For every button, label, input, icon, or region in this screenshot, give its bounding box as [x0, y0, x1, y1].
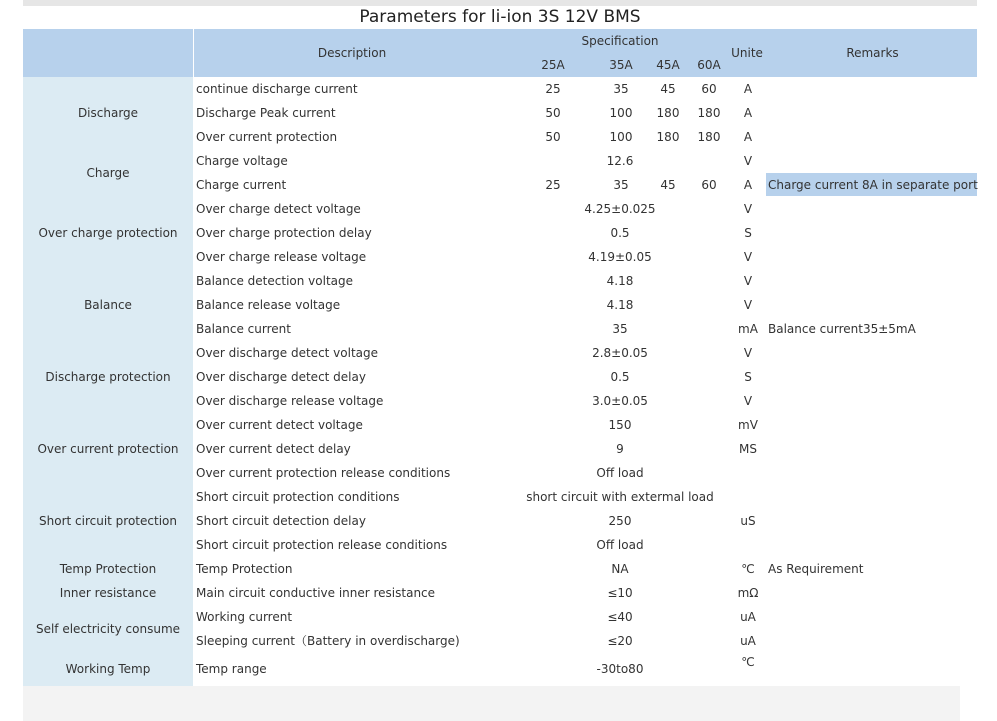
- row-unit: A: [743, 178, 753, 192]
- spec-60a: 60: [701, 178, 717, 192]
- row-description: Working current: [196, 610, 293, 624]
- spec-25a: 50: [545, 130, 561, 144]
- bottom-divider: [23, 686, 960, 721]
- row-unit: A: [743, 82, 753, 96]
- row-remark: Balance current35±5mA: [768, 322, 916, 336]
- row-spec: 35: [612, 322, 628, 336]
- row-unit: mA: [738, 322, 758, 336]
- spec-25a: 50: [545, 106, 561, 120]
- row-description: Balance release voltage: [196, 298, 341, 312]
- row-spec: 4.18: [606, 274, 634, 288]
- category-label: Discharge protection: [45, 370, 171, 384]
- row-spec: 0.5: [610, 226, 630, 240]
- row-unit: MS: [739, 442, 757, 456]
- spec-45a: 45: [660, 82, 676, 96]
- row-description: Sleeping current（Battery in overdischarge): [196, 634, 460, 648]
- row-spec: 3.0±0.05: [592, 394, 648, 408]
- top-divider: [23, 0, 977, 6]
- row-unit: V: [743, 394, 753, 408]
- row-description: Short circuit protection conditions: [196, 490, 400, 504]
- row-description: Over current protection release conditions: [196, 466, 451, 480]
- spec-45a: 180: [656, 106, 680, 120]
- header-remarks: Remarks: [846, 46, 899, 60]
- spec-35a: 100: [609, 130, 633, 144]
- category-label: Self electricity consume: [35, 622, 181, 636]
- row-unit: V: [743, 154, 753, 168]
- row-description: Over charge release voltage: [196, 250, 367, 264]
- category-label: Inner resistance: [59, 586, 157, 600]
- row-unit: S: [744, 226, 752, 240]
- row-spec: ≤10: [607, 586, 633, 600]
- row-spec: 2.8±0.05: [592, 346, 648, 360]
- spec-25a: 25: [545, 178, 561, 192]
- row-unit: mΩ: [737, 586, 759, 600]
- category-label: Discharge: [77, 106, 139, 120]
- page-title: Parameters for li-ion 3S 12V BMS: [359, 7, 641, 27]
- spec-35a: 35: [613, 178, 629, 192]
- row-unit: V: [743, 346, 753, 360]
- header-col-35a: 35A: [609, 58, 633, 72]
- row-description: Temp range: [196, 662, 267, 676]
- row-description: Over charge detect voltage: [196, 202, 361, 216]
- row-spec: ≤20: [607, 634, 633, 648]
- row-unit: uS: [740, 514, 756, 528]
- row-description: Over discharge detect delay: [196, 370, 366, 384]
- row-spec: 150: [608, 418, 632, 432]
- row-description: Over discharge release voltage: [196, 394, 384, 408]
- spec-45a: 45: [660, 178, 676, 192]
- spec-25a: 25: [545, 82, 561, 96]
- row-description: Discharge Peak current: [196, 106, 336, 120]
- spec-60a: 180: [697, 106, 721, 120]
- category-label: Over current protection: [37, 442, 179, 456]
- row-description: Short circuit protection release conditions: [196, 538, 448, 552]
- category-label: Balance: [84, 298, 132, 312]
- row-description: Main circuit conductive inner resistance: [196, 586, 436, 600]
- row-spec: ≤40: [607, 610, 633, 624]
- spec-60a: 180: [697, 130, 721, 144]
- row-spec: 9: [616, 442, 624, 456]
- row-remark: As Requirement: [768, 562, 864, 576]
- row-spec: Off load: [596, 538, 644, 552]
- row-unit: V: [743, 202, 753, 216]
- header-col-45a: 45A: [656, 58, 680, 72]
- header-specification: Specification: [581, 34, 659, 48]
- row-spec: -30to80: [596, 662, 644, 676]
- header-description: Description: [317, 46, 387, 60]
- header-col-25a: 25A: [541, 58, 565, 72]
- header-category-cell: [23, 29, 193, 77]
- category-label: Over charge protection: [38, 226, 178, 240]
- row-description: Over current protection: [196, 130, 338, 144]
- row-unit: ℃: [741, 655, 755, 669]
- spec-60a: 60: [701, 82, 717, 96]
- row-spec: 250: [608, 514, 632, 528]
- row-description: Balance current: [196, 322, 291, 336]
- row-description: Over current detect voltage: [196, 418, 363, 432]
- row-spec: Off load: [596, 466, 644, 480]
- category-label: Temp Protection: [59, 562, 157, 576]
- row-unit: ℃: [741, 562, 755, 576]
- row-spec: 4.25±0.025: [584, 202, 656, 216]
- row-spec: 0.5: [610, 370, 630, 384]
- row-unit: A: [743, 106, 753, 120]
- row-spec: 12.6: [606, 154, 634, 168]
- spec-45a: 180: [656, 130, 680, 144]
- row-unit: V: [743, 274, 753, 288]
- row-spec: 4.19±0.05: [588, 250, 652, 264]
- row-remark: Charge current 8A in separate port: [768, 178, 978, 192]
- row-spec: short circuit with extermal load: [526, 490, 714, 504]
- header-unite: Unite: [731, 46, 763, 60]
- spec-35a: 100: [609, 106, 633, 120]
- category-label: Short circuit protection: [39, 514, 177, 528]
- row-description: Over current detect delay: [196, 442, 351, 456]
- row-description: Over discharge detect voltage: [196, 346, 379, 360]
- row-unit: uA: [740, 610, 756, 624]
- row-description: Temp Protection: [196, 562, 293, 576]
- header-col-60a: 60A: [697, 58, 721, 72]
- row-unit: V: [743, 298, 753, 312]
- row-unit: V: [743, 250, 753, 264]
- row-unit: uA: [740, 634, 756, 648]
- row-description: continue discharge current: [196, 82, 358, 96]
- row-description: Short circuit detection delay: [196, 514, 366, 528]
- row-description: Charge current: [196, 178, 287, 192]
- row-spec: 4.18: [606, 298, 634, 312]
- category-label: Charge: [86, 166, 130, 180]
- spec-35a: 35: [613, 82, 629, 96]
- category-label: Working Temp: [65, 662, 151, 676]
- row-spec: NA: [611, 562, 629, 576]
- row-description: Balance detection voltage: [196, 274, 353, 288]
- row-unit: A: [743, 130, 753, 144]
- row-description: Over charge protection delay: [196, 226, 372, 240]
- row-unit: mV: [738, 418, 758, 432]
- row-unit: S: [744, 370, 752, 384]
- row-description: Charge voltage: [196, 154, 288, 168]
